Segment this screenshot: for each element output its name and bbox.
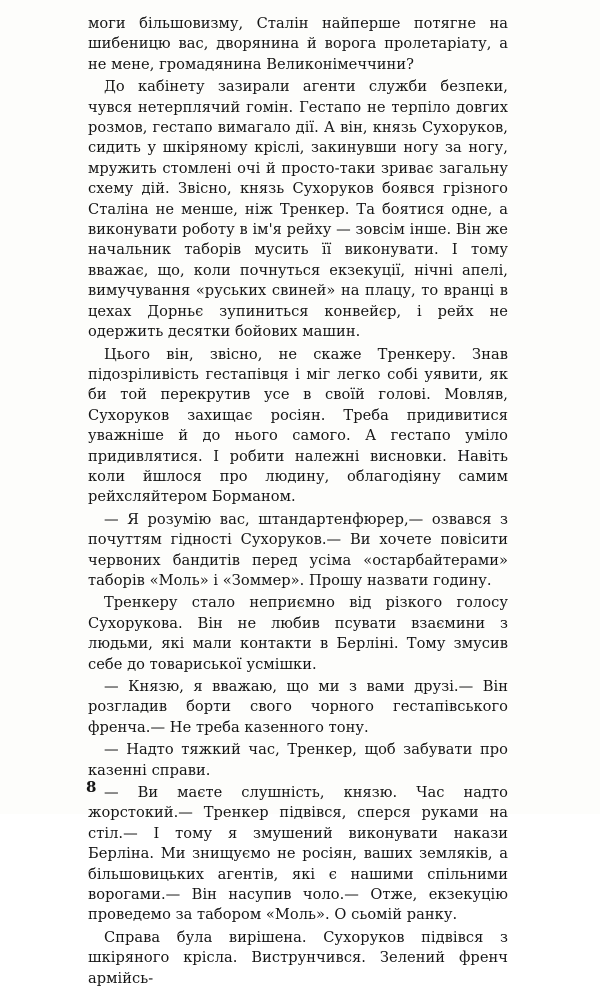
paragraph: Цього він, звісно, не скаже Тренкеру. Знав підозріливість гестапівця і міг легко собі уявити, як би той перекрутив усе в своїй голові. Мовляв, Сухоруков захищає росіян. Треба придивитися уважніше й до нього самого. А гестапо уміло придивлятися. І робити належні висновки. Навіть коли йшлося про людину, облагодіяну самим рейхсляйтером Борманом. <box>88 345 508 506</box>
paragraph: — Князю, я вважаю, що ми з вами друзі.— Він розгладив борти свого чорного гестапівського френча.— Не треба казенного тону. <box>88 678 508 736</box>
body-text <box>88 14 508 991</box>
paragraph: — Надто тяжкий час, Тренкер, щоб забувати про казенні справи. <box>88 741 508 779</box>
paragraph: — Я розумію вас, штандартенфюрер,— озвався з почуттям гідності Сухоруков.— Ви хочете повісити червоних бандитів перед усіма «остарбайтерами» таборів «Моль» і «Зоммер». Прошу назвати годину. <box>88 510 508 589</box>
paragraph: До кабінету зазирали агенти служби безпеки, чувся нетерплячий гомін. Гестапо не терпіло довгих розмов, гестапо вимагало дії. А він, князь Сухоруков, сидить у шкіряному кріслі, закинувши ногу за ногу, мружить стомлені очі й просто-таки зриває загальну схему дій. Звісно, князь Сухоруков боявся грізного Сталіна не менше, ніж Тренкер. Та боятися одне, а виконувати роботу в ім'я рейху — зовсім інше. Він же начальник таборів мусить її виконувати. І тому вважає, що, коли почнуться екзекуції, нічні апелі, вимучування «руських свиней» на плацу, то вранці в цехах Дорньє зупиниться конвейєр, і рейх не одержить десятки бойових машин. <box>88 78 508 341</box>
paragraph: Справа була вирішена. Сухоруков підвівся з шкіряного крісла. Виструнчився. Зелений френч армійсь- <box>88 928 508 987</box>
paragraph: Тренкеру стало неприємно від різкого голосу Сухорукова. Він не любив псувати взаємини з людьми, які мали контакти в Берліні. Тому змусив себе до товариської усмішки. <box>88 594 508 673</box>
paragraph: моги більшовизму, Сталін найперше потягне на шибеницю вас, дворянина й ворога пролетаріату, а не мене, громадянина Великонімеччини? <box>88 15 508 73</box>
page-number: 8 <box>86 778 97 796</box>
paragraph: — Ви маєте слушність, князю. Час надто жорстокий.— Тренкер підвівся, сперся руками на стіл.— І тому я змушений виконувати накази Берліна. Ми знищуємо не росіян, ваших земляків, а більшовицьких агентів, які є нашими спільними ворогами.— Він насупив чоло.— Отже, екзекуцію проведемо за табором «Моль». О сьомій ранку. <box>88 784 508 924</box>
